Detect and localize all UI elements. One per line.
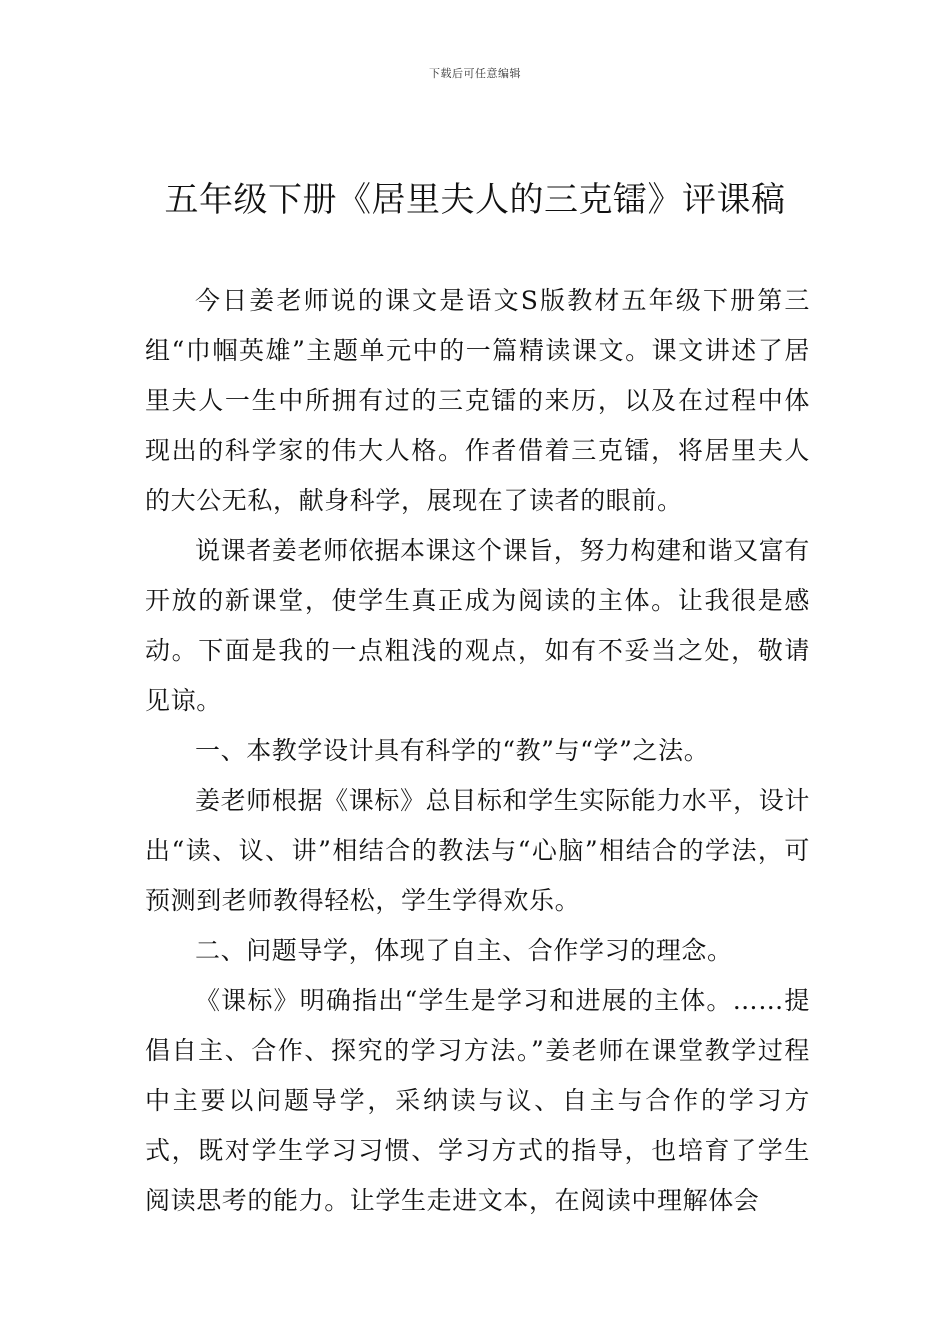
paragraph-curriculum: 《课标》明确指出“学生是学习和进展的主体。……提倡自主、合作、探究的学习方法。”姜老师在课堂教学过程中主要以问题导学，采纳读与议、自主与合作的学习方式，既对学生学习习惯、学习方式的指导，也培育了学生阅读思考的能力。让学生走进文本，在阅读中理解体会 [145, 986, 810, 1215]
document-body [145, 276, 810, 1226]
section-heading-two: 二、问题导学，体现了自主、合作学习的理念。 [195, 936, 733, 965]
header-note: 下载后可任意编辑 [429, 67, 521, 80]
section-heading-one: 一、本教学设计具有科学的“教”与“学”之法。 [195, 736, 710, 765]
paragraph-intro: 今日姜老师说的课文是语文S版教材五年级下册第三组“巾帼英雄”主题单元中的一篇精读课文。课文讲述了居里夫人一生中所拥有过的三克镭的来历，以及在过程中体现出的科学家的伟大人格。作者借着三克镭，将居里夫人的大公无私，献身科学，展现在了读者的眼前。 [145, 286, 810, 515]
paragraph-method: 姜老师根据《课标》总目标和学生实际能力水平，设计出“读、议、讲”相结合的教法与“心脑”相结合的学法，可预测到老师教得轻松，学生学得欢乐。 [145, 786, 810, 915]
document-title: 五年级下册《居里夫人的三克镭》评课稿 [164, 180, 786, 220]
paragraph-impression: 说课者姜老师依据本课这个课旨，努力构建和谐又富有开放的新课堂，使学生真正成为阅读的主体。让我很是感动。下面是我的一点粗浅的观点，如有不妥当之处，敬请见谅。 [145, 536, 810, 715]
